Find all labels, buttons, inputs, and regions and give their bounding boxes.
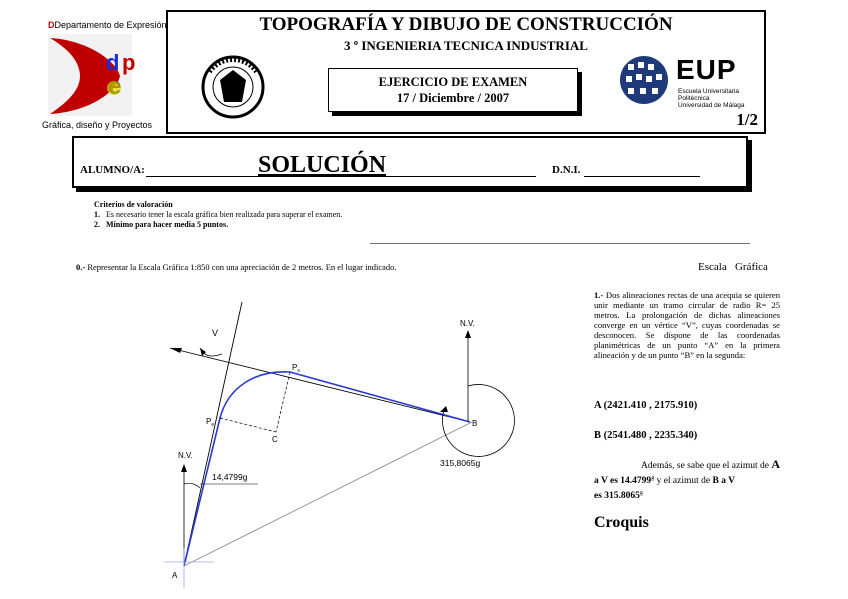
azimuth-value-a: a V es 14.4799 <box>594 476 652 487</box>
exam-box <box>328 68 578 112</box>
course-subtitle: 3 º INGENIERIA TECNICA INDUSTRIAL <box>344 38 588 53</box>
eup-subtitle <box>678 88 768 109</box>
croquis-heading: Croquis <box>594 514 649 531</box>
azimuth-a-label: 14,4799g <box>212 472 248 482</box>
azimuth-point-b: B a V <box>712 476 736 487</box>
student-box <box>72 136 748 188</box>
criteria-item-2-text: Mínimo para hacer media 5 puntos. <box>106 220 229 229</box>
svg-text:d: d <box>106 50 120 75</box>
svg-text:p: p <box>122 50 136 75</box>
question-1-text: Dos alineaciones rectas de una acequia se quieren unir mediante un tramo circular de radio R= 25 metros. La prolongación de dichas alineaciones converge en un vértice “V”, cuyas coordenadas se desconocen. Se dispone de las coordenadas planimétricas de un punto “A” en la primera alineación y de un punto “B” en la segunda: <box>594 290 781 360</box>
page-title: TOPOGRAFÍA Y DIBUJO DE CONSTRUCCIÓN <box>259 14 673 35</box>
geometry-sketch <box>150 298 550 588</box>
vertex-angle-arrow <box>200 348 206 356</box>
azimuth-text-3: y el azimut de <box>654 476 713 487</box>
azimuth-b-arc <box>442 384 514 456</box>
radius-ps <box>276 372 290 432</box>
exam-label: EJERCICIO DE EXAMEN <box>378 75 528 89</box>
arrow-left <box>170 348 182 353</box>
department-emblem <box>46 32 156 118</box>
criteria-item-1-text: Es necesario tener la escala gráfica bien realizada para superar el examen. <box>106 210 343 219</box>
north-b-arrow <box>465 330 471 338</box>
azimuth-value-b: es 315.8065 <box>594 491 640 502</box>
label-ps: $P_s$ <box>292 363 300 374</box>
azimuth-b-label: 315,8065g <box>440 458 481 468</box>
criteria-title: Criterios de valoración <box>94 200 173 209</box>
scale-label: Escala Gráfica <box>698 261 768 273</box>
department-name: DDepartamento de Expresión <box>48 20 167 30</box>
circular-arc <box>220 372 290 418</box>
question-0 <box>76 262 397 272</box>
university-seal <box>198 52 268 122</box>
azimuth-text-1: Además, se sabe que el azimut de <box>641 461 772 471</box>
coordinates-b: B (2541.480 , 2235.340) <box>594 430 698 441</box>
north-a-arrow <box>181 464 187 472</box>
alignment-a-extension <box>184 302 242 566</box>
radius-pe <box>220 418 276 432</box>
department-subtitle: Gráfica, diseño y Proyectos <box>42 120 153 130</box>
label-a: A <box>172 571 178 580</box>
separator-line <box>370 243 750 244</box>
question-0-text: Representar la Escala Gráfica 1:850 con una apreciación de 2 metros. En el lugar indicado. <box>87 262 397 272</box>
student-label: ALUMNO/A: <box>80 164 145 176</box>
exam-date: 17 / Diciembre / 2007 <box>396 91 510 105</box>
dni-label: D.N.I. <box>552 164 581 176</box>
student-name: SOLUCIÓN <box>258 152 387 178</box>
label-c: C <box>272 435 278 444</box>
question-0-number: 0.- <box>76 262 86 272</box>
azimuth-a-arc <box>184 483 200 488</box>
criteria-item-2 <box>94 220 342 230</box>
azimuth-b-arrow <box>440 406 448 412</box>
label-nv-a: N.V. <box>178 451 193 460</box>
dni-line <box>584 176 700 177</box>
coordinates-a: A (2421.410 , 2175.910) <box>594 400 698 411</box>
line-a-b <box>184 422 472 566</box>
label-b: B <box>472 419 478 428</box>
department-name-text: Departamento de Expresión <box>54 20 167 30</box>
label-nv-b: N.V. <box>460 319 475 328</box>
eup-logo-text: EUP <box>676 54 737 85</box>
header-box <box>166 10 766 134</box>
question-1-number: 1.- <box>594 290 604 300</box>
department-logo <box>40 12 166 134</box>
criteria-item-1-num: 1. <box>94 210 100 219</box>
eup-subtitle-2: Universidad de Málaga <box>678 102 745 109</box>
criteria-item-2-num: 2. <box>94 220 100 229</box>
criteria-item-1 <box>94 210 342 220</box>
label-pe: $P_e$ <box>206 417 215 428</box>
alignment-a <box>184 418 220 566</box>
grad-a: g <box>651 475 655 481</box>
eup-subtitle-1: Escuela Universitaria Politécnica <box>678 88 740 102</box>
grad-b: g <box>639 490 643 497</box>
question-1 <box>594 290 780 360</box>
page-number: 1/2 <box>736 110 758 129</box>
criteria <box>94 200 342 230</box>
eup-emblem <box>618 54 670 106</box>
alignment-b-extension <box>170 348 470 422</box>
azimuth-point-a: A <box>771 457 780 471</box>
azimuth-info <box>594 458 780 502</box>
label-v: V <box>212 328 219 338</box>
